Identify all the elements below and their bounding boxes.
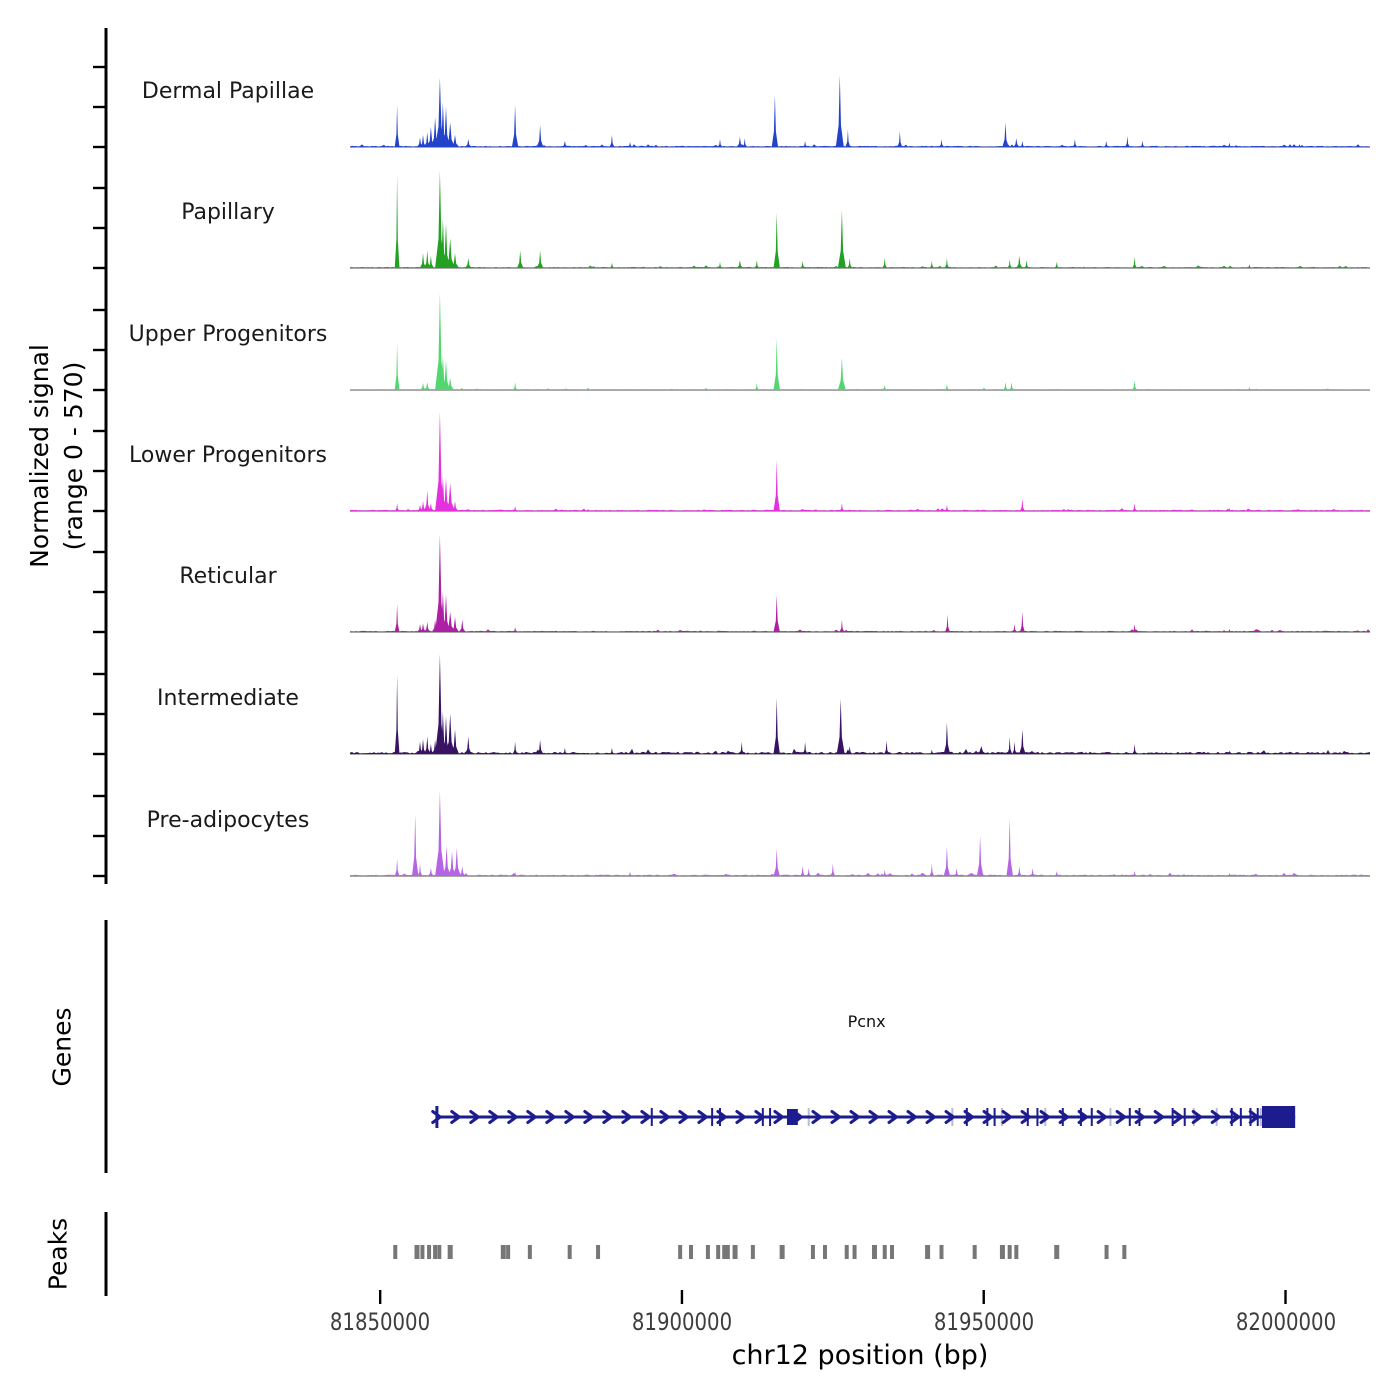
signal-peak bbox=[837, 699, 845, 754]
signal-peak bbox=[537, 251, 543, 269]
x-axis-title: chr12 position (bp) bbox=[731, 1340, 989, 1371]
signal-peak bbox=[610, 135, 615, 147]
signal-peak bbox=[513, 742, 518, 754]
signal-peak bbox=[774, 849, 780, 876]
track-label-pre-adipocytes: Pre-adipocytes bbox=[146, 808, 310, 833]
peak-interval bbox=[883, 1245, 887, 1259]
signal-peak bbox=[424, 491, 430, 511]
signal-peak bbox=[830, 864, 835, 876]
x-tick-label: 81900000 bbox=[631, 1308, 733, 1336]
signal-peak bbox=[838, 358, 846, 391]
signal-peak bbox=[945, 384, 950, 390]
track-label-reticular: Reticular bbox=[179, 564, 277, 589]
signal-peak bbox=[395, 674, 400, 754]
x-tick-label: 81950000 bbox=[933, 1308, 1034, 1336]
signal-peak bbox=[395, 173, 400, 268]
signal-peak bbox=[395, 503, 400, 511]
peak-interval bbox=[733, 1245, 738, 1259]
signal-peak bbox=[395, 604, 400, 632]
peak-interval bbox=[1105, 1245, 1109, 1259]
signal-peak bbox=[465, 737, 471, 755]
signal-peak bbox=[395, 859, 400, 877]
signal-peak bbox=[1012, 742, 1017, 754]
track-label-intermediate: Intermediate bbox=[157, 686, 299, 711]
genes-section-label: Genes bbox=[47, 1007, 77, 1087]
peak-interval bbox=[448, 1245, 453, 1259]
peak-interval bbox=[568, 1245, 572, 1259]
signal-peak bbox=[1007, 259, 1012, 268]
peak-interval bbox=[596, 1245, 600, 1259]
signal-peak bbox=[1002, 122, 1008, 147]
signal-peak bbox=[424, 737, 430, 755]
y-axis-label-line2: (range 0 - 570) bbox=[59, 361, 88, 551]
signal-peak bbox=[465, 139, 471, 147]
x-tick-label: 82000000 bbox=[1235, 1308, 1336, 1336]
peak-interval bbox=[716, 1245, 720, 1259]
signal-peak bbox=[1132, 503, 1137, 511]
signal-peak bbox=[774, 213, 780, 268]
peak-interval bbox=[722, 1245, 726, 1259]
peak-interval bbox=[506, 1245, 510, 1259]
signal-peak bbox=[428, 868, 434, 876]
peak-interval bbox=[528, 1245, 532, 1259]
peak-interval bbox=[925, 1245, 930, 1259]
signal-peak bbox=[944, 846, 950, 876]
peak-interval bbox=[437, 1245, 441, 1259]
peak-interval bbox=[1008, 1245, 1012, 1259]
signal-peak bbox=[610, 263, 615, 268]
signal-track-reticular bbox=[350, 535, 1370, 632]
track-label-dermal-papillae: Dermal Papillae bbox=[141, 79, 315, 104]
peak-interval bbox=[427, 1245, 431, 1259]
signal-track-dermal-papillae bbox=[350, 75, 1370, 147]
signal-peak bbox=[945, 258, 950, 268]
peak-interval bbox=[939, 1245, 943, 1259]
peak-interval bbox=[780, 1245, 785, 1259]
track-noise-area bbox=[350, 749, 1370, 754]
peak-interval bbox=[973, 1245, 977, 1259]
peak-interval bbox=[845, 1245, 849, 1259]
y-axis-label bbox=[23, 344, 91, 568]
signal-peak bbox=[1132, 257, 1137, 268]
signal-peak bbox=[459, 620, 465, 632]
signal-peak bbox=[897, 131, 902, 147]
signal-peak bbox=[929, 261, 934, 268]
track-label-papillary: Papillary bbox=[181, 200, 275, 225]
peak-interval bbox=[872, 1245, 877, 1259]
peak-interval bbox=[420, 1245, 424, 1259]
signal-track-pre-adipocytes bbox=[350, 791, 1370, 876]
signal-peak bbox=[840, 620, 845, 632]
signal-peak bbox=[1003, 382, 1008, 390]
gene-name-label: Pcnx bbox=[847, 1012, 886, 1031]
peak-interval bbox=[1014, 1245, 1018, 1259]
signal-peak bbox=[754, 383, 759, 390]
signal-peak bbox=[1007, 818, 1013, 876]
signal-peak bbox=[512, 105, 518, 147]
signal-peak bbox=[1007, 737, 1012, 754]
signal-track-papillary bbox=[350, 171, 1370, 268]
signal-peak bbox=[513, 382, 518, 390]
signal-peak bbox=[846, 130, 851, 148]
signal-peak bbox=[838, 210, 846, 268]
peak-interval bbox=[890, 1245, 894, 1259]
signal-peak bbox=[395, 343, 400, 390]
signal-peak bbox=[465, 258, 471, 268]
y-axis-label-line1: Normalized signal bbox=[25, 344, 54, 568]
signal-track-intermediate bbox=[350, 654, 1370, 754]
signal-peak bbox=[418, 864, 423, 876]
peak-interval bbox=[414, 1245, 419, 1259]
signal-peak bbox=[882, 258, 887, 268]
peak-interval bbox=[501, 1245, 506, 1259]
signal-peak bbox=[803, 141, 808, 147]
signal-peak bbox=[1019, 729, 1025, 754]
track-label-lower-progenitors: Lower Progenitors bbox=[129, 443, 327, 468]
signal-peak bbox=[1013, 138, 1019, 147]
signal-peak bbox=[847, 258, 852, 268]
signal-peak bbox=[800, 261, 805, 268]
signal-peak bbox=[395, 105, 400, 147]
signal-peak bbox=[929, 864, 934, 876]
peak-interval bbox=[433, 1245, 437, 1259]
signal-track-upper-progenitors bbox=[350, 293, 1370, 390]
peak-interval bbox=[751, 1245, 755, 1259]
signal-peak bbox=[944, 722, 950, 754]
signal-peak bbox=[939, 139, 944, 147]
signal-peak bbox=[774, 595, 780, 632]
signal-peak bbox=[954, 868, 959, 876]
signal-track-lower-progenitors bbox=[350, 411, 1370, 511]
signal-peak bbox=[1125, 136, 1130, 147]
signal-peak bbox=[1020, 499, 1025, 511]
signal-peak bbox=[435, 791, 445, 876]
signal-peak bbox=[800, 866, 805, 876]
signal-peak bbox=[884, 741, 889, 754]
signal-peak bbox=[754, 260, 759, 268]
signal-peak bbox=[945, 505, 950, 511]
signal-peak bbox=[1024, 260, 1029, 268]
signal-peak bbox=[1132, 744, 1137, 754]
signal-peak bbox=[537, 125, 543, 147]
signal-peak bbox=[1073, 139, 1078, 147]
peak-interval bbox=[706, 1245, 710, 1259]
signal-peak bbox=[774, 338, 780, 390]
signal-peak bbox=[774, 460, 780, 511]
signal-peak bbox=[836, 75, 844, 147]
peaks-section-label: Peaks bbox=[43, 1217, 73, 1291]
peak-interval bbox=[1122, 1245, 1126, 1259]
signal-peak bbox=[1017, 866, 1022, 876]
peak-interval bbox=[678, 1245, 682, 1259]
signal-peak bbox=[1140, 141, 1145, 147]
signal-peak bbox=[718, 139, 723, 147]
signal-peak bbox=[1020, 612, 1025, 632]
signal-peak bbox=[774, 698, 780, 754]
peak-interval bbox=[689, 1245, 693, 1259]
track-noise-area bbox=[350, 508, 1370, 511]
signal-peak bbox=[424, 382, 430, 390]
x-tick-label: 81850000 bbox=[330, 1308, 431, 1336]
signal-peak bbox=[1016, 256, 1022, 268]
signal-peak bbox=[772, 95, 778, 147]
track-noise-area bbox=[350, 873, 1370, 876]
peak-interval bbox=[393, 1245, 397, 1259]
track-label-upper-progenitors: Upper Progenitors bbox=[128, 322, 328, 347]
gene-model-pcnx bbox=[433, 1106, 1295, 1128]
peak-interval bbox=[1000, 1245, 1005, 1259]
peak-interval bbox=[726, 1245, 730, 1259]
signal-peak bbox=[977, 836, 983, 876]
signal-peak bbox=[412, 815, 418, 876]
signal-peak bbox=[945, 615, 950, 633]
peaks-track bbox=[393, 1245, 1126, 1259]
signal-peak bbox=[1020, 141, 1025, 147]
peak-interval bbox=[1054, 1245, 1059, 1259]
exon-box bbox=[1262, 1106, 1295, 1128]
signal-peak bbox=[806, 868, 811, 876]
exon-box bbox=[787, 1109, 798, 1125]
signal-peak bbox=[610, 748, 615, 754]
peak-interval bbox=[811, 1245, 815, 1259]
signal-peak bbox=[517, 251, 523, 269]
peak-interval bbox=[853, 1245, 857, 1259]
peak-interval bbox=[823, 1245, 827, 1259]
signal-peak bbox=[1054, 262, 1059, 268]
signal-peak bbox=[840, 503, 845, 511]
signal-peak bbox=[424, 622, 430, 632]
signal-peak bbox=[1132, 380, 1137, 390]
signal-peak bbox=[737, 260, 743, 268]
track-noise-area bbox=[350, 629, 1370, 632]
